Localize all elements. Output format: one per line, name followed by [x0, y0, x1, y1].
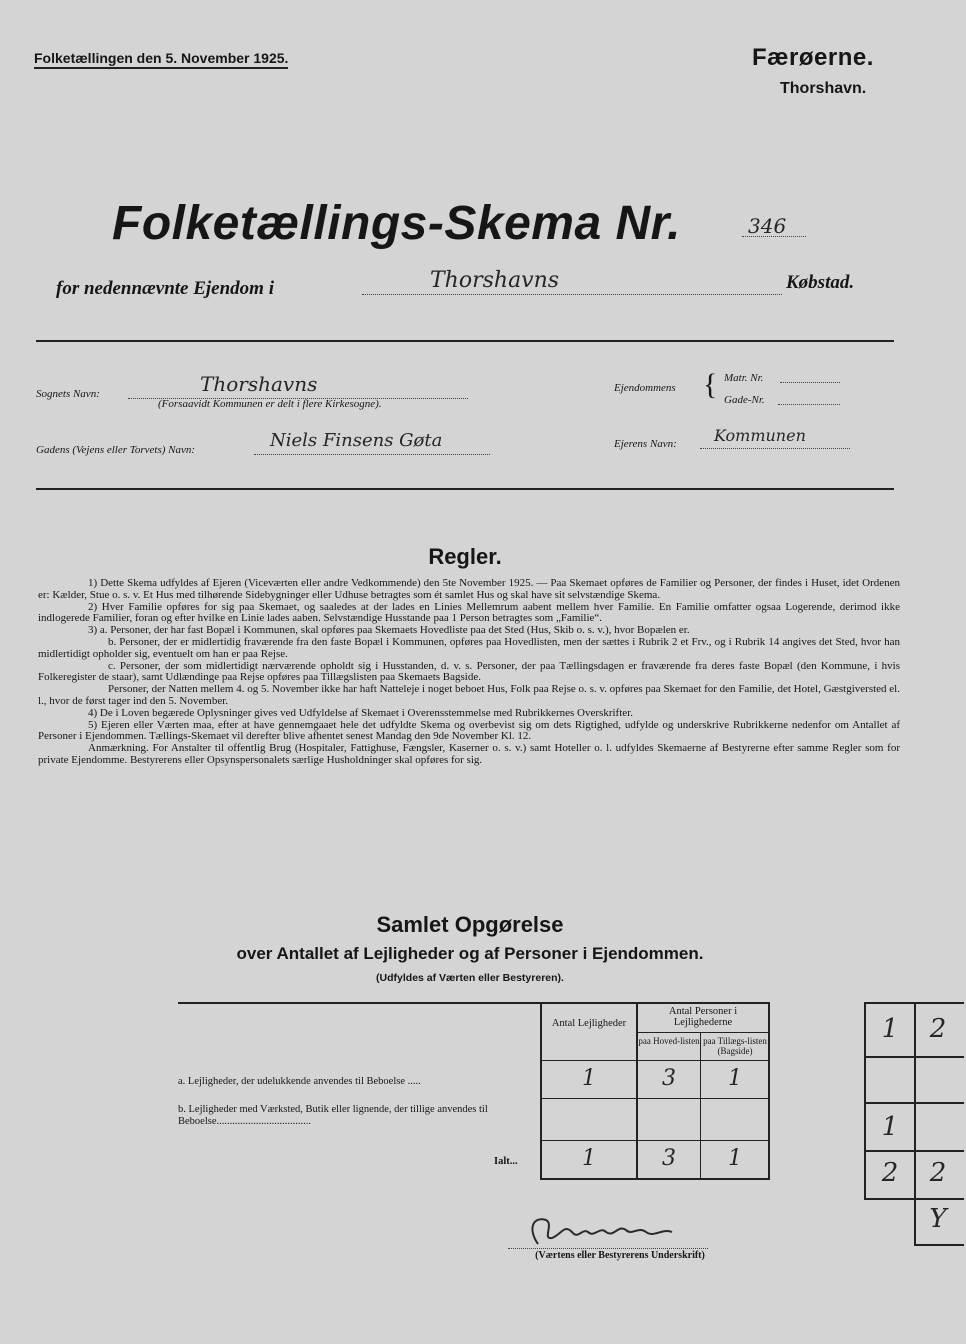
form-number-line: [742, 236, 806, 237]
gade-line: [778, 404, 840, 405]
property-label: Ejendommens: [614, 382, 676, 394]
row-a-main: 3: [662, 1066, 676, 1091]
form-title: Folketællings-Skema Nr.: [112, 197, 682, 250]
row-a-supp: 1: [728, 1066, 742, 1091]
rule-3b: b. Personer, der er midlertidig fraværende fra den faste Bopæl i Kommunen, opføres paa Hovedlisten, men der sættes i Rubrik 2 et Frv., og i Rubrik 14 angives det Sted, hvor han midlertidigt opholder sig, eventuelt om han er paa Rejse.: [38, 635, 900, 660]
owner-label: Ejerens Navn:: [614, 438, 677, 450]
parish-note: (Forsaavidt Kommunen er delt i flere Kirkesogne).: [158, 398, 382, 410]
subtitle-left: for nedennævnte Ejendom i: [56, 278, 274, 299]
total-apartments: 1: [582, 1146, 596, 1171]
form-number: 346: [748, 214, 787, 238]
header-main-list: paa Hoved-listen: [638, 1036, 700, 1046]
rule-5: 5) Ejeren eller Værten maa, efter at have gennemgaaet hele det udfyldte Skema og overbevist sig om dets Rigtighed, udfylde og underskrive Rubrikkerne nedenfor om Antallet af Personer i Ejendommen. Tællings-Skemaet vil derefter blive afhentet senest Mandag den 9de November Kl. 12.: [38, 718, 900, 743]
row-a-apartments: 1: [582, 1066, 596, 1091]
census-date-header: Folketællingen den 5. November 1925.: [34, 50, 288, 69]
grid-r3c1: 1: [881, 1112, 899, 1142]
grid-col-mid: [914, 1002, 916, 1246]
total-main: 3: [662, 1146, 676, 1171]
row-a-label: a. Lejligheder, der udelukkende anvendes til Beboelse .....: [178, 1076, 421, 1087]
header-supp-list: paa Tillægs-listen(Bagside): [703, 1036, 767, 1056]
table-header-line: [540, 1060, 770, 1061]
city-header: Thorshavn.: [780, 80, 867, 97]
summary-note: (Udfyldes af Værten eller Bestyreren).: [376, 972, 564, 984]
total-label: Ialt...: [494, 1156, 518, 1167]
grid-r4c1: 2: [881, 1158, 899, 1188]
divider-fields: [36, 488, 894, 490]
rule-remark: Anmærkning. For Anstalter til offentlig Brug (Hospitaler, Fattighuse, Fængsler, Kaserner o. s. v.) samt Hoteller o. l. udfyldes Skemaerne af Bestyrerne efter samme Regler som for private Ejendomme. Bestyrerens eller Opsynspersonalets særlige Husholdninger skal opføres for sig.: [38, 742, 900, 766]
grid-r1c2: 2: [929, 1014, 947, 1044]
table-bottom-line: [540, 1178, 770, 1180]
grid-r1c1: 1: [881, 1014, 899, 1044]
subtitle-place-line: [362, 294, 782, 295]
grid-line-5: [914, 1198, 964, 1200]
grid-line-bottom: [914, 1244, 964, 1246]
table-col-line-3: [700, 1032, 701, 1180]
summary-title: Samlet Opgørelse: [376, 912, 564, 937]
signature-line: [508, 1248, 708, 1249]
owner-value: Kommunen: [714, 426, 806, 445]
table-col-line-4: [768, 1002, 770, 1180]
table-sub-header-line: [638, 1032, 770, 1033]
region-header: Færøerne.: [752, 44, 874, 71]
table-row-line-2: [540, 1140, 770, 1141]
rules-text: [38, 578, 900, 767]
matr-label: Matr. Nr.: [724, 372, 764, 384]
subtitle-right: Købstad.: [786, 272, 855, 293]
rule-3a: 3) a. Personer, der har fast Bopæl i Kommunen, skal opføres paa Skemaets Hovedliste paa det Sted (Hus, Skib o. s. v.), hvor Bopælen er.: [88, 624, 690, 637]
table-top-border: [178, 1002, 770, 1004]
table-row-line-1: [540, 1098, 770, 1099]
subtitle-place: Thorshavns: [430, 268, 560, 293]
brace-icon: {: [703, 368, 718, 401]
parish-value: Thorshavns: [200, 372, 318, 396]
parish-label: Sognets Navn:: [36, 388, 100, 400]
side-tally-grid: [864, 1002, 964, 1246]
divider-top: [36, 340, 894, 342]
summary-table: [178, 1002, 770, 1180]
grid-r4c2: 2: [929, 1158, 947, 1188]
owner-line: [700, 448, 850, 449]
grid-col-left: [864, 1002, 866, 1200]
row-b-label: b. Lejligheder med Værksted, Butik eller lignende, der tillige anvendes til Beboelse....................................: [178, 1104, 488, 1127]
rule-4: 4) De i Loven begærede Oplysninger gives ved Udfyldelse af Skemaet i Overensstemmelse med Rubrikkernes Overskrifter.: [88, 706, 633, 719]
summary-subtitle: over Antallet af Lejligheder og af Personer i Ejendommen.: [236, 944, 704, 963]
rule-3c: c. Personer, der som midlertidigt nærværende opholdt sig i Husstanden, d. v. s. Personer, der paa Tællingsdagen er fraværende fra deres faste Bopæl (den Kommune, i hvis Folkeregister de staar), samt Udlændinge paa Rejse opføres paa Tillægslisten paa Skemaets Bagside.: [38, 659, 900, 684]
rules-title: Regler.: [428, 544, 502, 569]
matr-line: [780, 382, 840, 383]
rule-1: 1) Dette Skema udfyldes af Ejeren (Viceværten eller andre Vedkommende) den 5te November 1925. — Paa Skemaet opføres de Familier og Personer, der findes i Huset, idet Ordenen er: Kælder, Stue o. s. v. Et Hus med tilhørende Sidebygninger eller Udhuse betragtes som ét samlet Hus og skal have sit selvstændige Skema.: [38, 577, 900, 601]
gade-label: Gade-Nr.: [724, 394, 765, 406]
street-label: Gadens (Vejens eller Torvets) Navn:: [36, 444, 196, 456]
street-line: [254, 454, 490, 455]
header-persons: Antal Personer i Lejlighederne: [668, 1006, 738, 1028]
rule-2: 2) Hver Familie opføres for sig paa Skemaet, og saaledes at der lades en Linies Mellemrum aabent mellem hver Familie. En Familie omfatter ogsaa Logerende, derimod ikke indlogerede Familier, foran og efter hvilke en Linie lades aaben. Selvstændige Husstande paa 1 Person betragtes som „Familie“.: [38, 600, 900, 625]
total-supp: 1: [728, 1146, 742, 1171]
header-apartments: Antal Lejligheder: [551, 1018, 627, 1029]
grid-r5c2: Y: [929, 1204, 947, 1234]
street-value: Niels Finsens Gøta: [270, 430, 443, 451]
rule-3-note: Personer, der Natten mellem 4. og 5. November ikke har haft Natteleje i noget beboet Hus, Folk paa Rejse o. s. v. opføres paa Skemaet for den Familie, det Hotel, Gæstgiversted el. l., hvor de først tager ind den 5. November.: [38, 683, 900, 707]
signature-caption: (Værtens eller Bestyrerens Underskrift): [535, 1250, 705, 1261]
